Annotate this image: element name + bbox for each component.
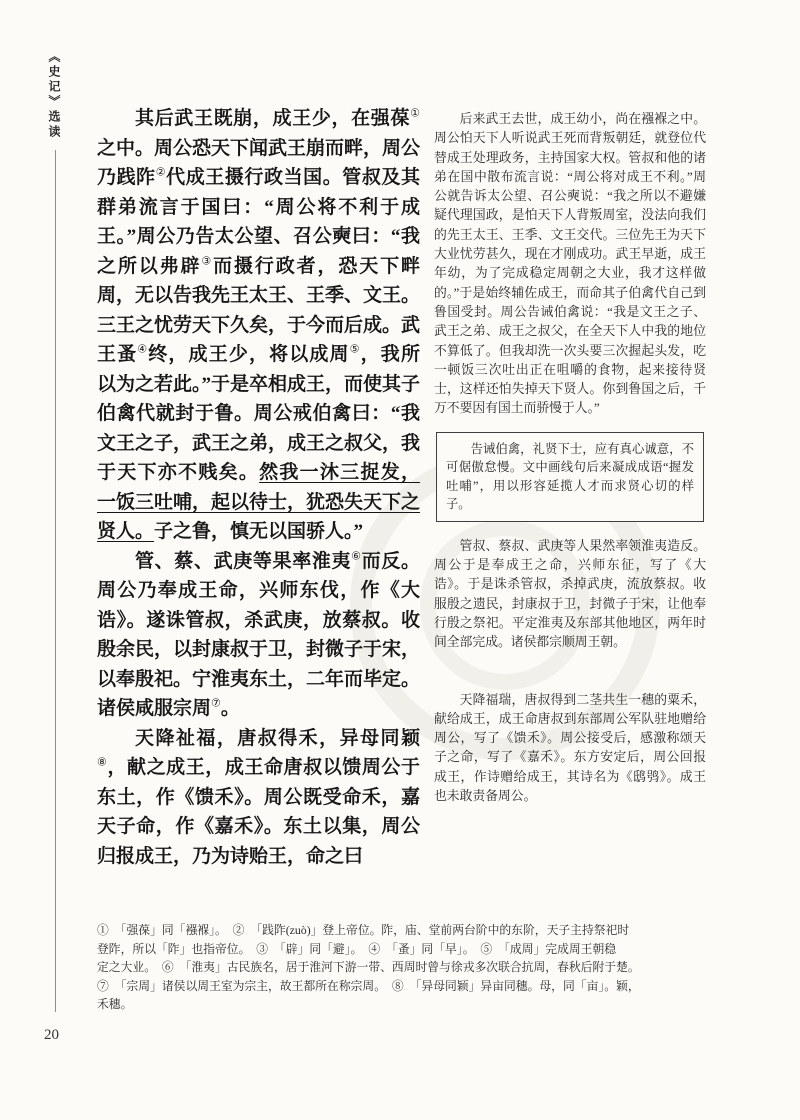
footnote-line: 登阼，所以「阼」也指帝位。 ③ 「辟」同「避」。 ④ 「蚤」同「早」。 ⑤ 「成周」完成周王朝稳 <box>97 941 617 956</box>
footnote-ref: ⑦ <box>211 697 221 710</box>
translation-paragraph-3: 天降福瑞，唐叔得到二茎共生一穗的粟禾，献给成王，成王命唐叔到东部周公军队驻地赠给周公，写了《馈禾》。周公接受后，感激称颂天子之命，写了《嘉禾》。东方安定后，周公回报成王，作诗赠给成王，其诗名为《鸱鸮》。成王也未敢责备周公。 <box>434 692 706 804</box>
underlined-phrase: 然我一沐三捉发，一饭三吐哺，起以待士，犹恐失天下之贤人。 <box>97 462 421 542</box>
original-paragraph-2: 管、蔡、武庚等果率淮夷⑥而反。周公乃奉成王命，兴师东伐，作《大诰》。遂诛管叔，杀武庚，放蔡叔。收殷余民，以封康叔于卫，封微子于宋，以奉殷祀。宁淮夷东土，二年而毕定。诸侯咸服宗周⑦。 <box>97 550 421 719</box>
footnote-ref: ④ <box>137 343 149 356</box>
translation-paragraph-1: 后来武王去世，成王幼小，尚在襁褓之中。周公怕天下人听说武王死而背叛朝廷，就登位代替成王处理政务，主持国家大权。管叔和他的诸弟在国中散布流言说：“周公将对成王不利。”周公就告诉太公望、召公奭说：“我之所以不避嫌疑代理国政，是怕天下人背叛周室，没法向我们的先王太王、王季、文王交代。三位先王为天下大业忧劳甚久，现在才刚成功。武王早逝，成王年幼，为了完成稳定周朝之大业，我才这样做的。”于是始终辅佐成王，而命其子伯禽代自己到鲁国受封。周公告诫伯禽说：“我是文王之子、武王之弟、成王之叔父，在全天下人中我的地位不算低了。但我却洗一次头要三次握起头发，吃一顿饭三次吐出正在咀嚼的食物，起来接待贤士，这样还怕失掉天下贤人。你到鲁国之后，千万不要因有国土而骄慢于人。” <box>434 112 706 416</box>
footnote-line: 定之大业。 ⑥ 「淮夷」古民族名，居于淮河下游一带、西周时曾与徐戎多次联合抗周，春秋后附于楚。 <box>97 960 640 975</box>
footnote-line: ① 「强葆」同「襁褓」。 ② 「践阼(zuò)」登上帝位。阼，庙、堂前两台阶中的东阶，天子主持祭祀时 <box>97 923 630 937</box>
translation-column <box>434 110 706 806</box>
footnote-ref: ② <box>155 166 167 179</box>
footnotes-section <box>97 921 709 1014</box>
commentary-text: 告诫伯禽，礼贤下士，应有真心诚意，不可倨傲怠慢。文中画线句后来凝成成语“握发吐哺”，用以形容延揽人才而求贤心切的样子。 <box>446 441 694 512</box>
sidebar-rule <box>55 150 56 1012</box>
footnote-line: 禾穗。 <box>97 997 133 1012</box>
footnote-ref: ① <box>410 107 420 120</box>
original-paragraph-3: 天降祉福，唐叔得禾，异母同颖⑧，献之成王，成王命唐叔以馈周公于东土，作《馈禾》。周公既受命禾，嘉天子命，作《嘉禾》。东土以集，周公归报成王，乃为诗贻王，命之曰 <box>97 727 420 867</box>
footnote-line: ⑦ 「宗周」诸侯以周王室为宗主，故王都所在称宗周。 ⑧ 「异母同颖」异亩同穗。母，同「亩」。颖， <box>97 978 640 993</box>
footnote-ref: ③ <box>201 255 214 268</box>
page-number: 20 <box>44 1027 59 1043</box>
footnote-ref: ⑥ <box>351 550 362 563</box>
sidebar-title: 《史记》选读 <box>47 50 61 140</box>
original-paragraph-1: 其后武王既崩，成王少，在强葆①之中。周公恐天下闻武王崩而畔，周公乃践阼②代成王摄行政当国。管叔及其群弟流言于国曰：“周公将不利于成王。”周公乃告太公望、召公奭曰：“我之所以弗辟③而摄行政者，恐天下畔周，无以告我先王太王、王季、文王。三王之忧劳天下久矣，于今而后成。武王蚤④终，成王少，将以成周⑤，我所以为之若此。”于是卒相成王，而使其子伯禽代就封于鲁。周公戒伯禽曰：“我文王之子，武王之弟，成王之叔父，我于天下亦不贱矣。然我一沐三捉发，一饭三吐哺，起以待士，犹恐失天下之贤人。子之鲁，慎无以国骄人。” <box>97 107 421 542</box>
footnote-ref: ⑧ <box>97 756 108 769</box>
footnote-ref: ⑤ <box>349 343 361 356</box>
commentary-box <box>436 432 704 522</box>
original-text-column <box>97 104 420 871</box>
translation-paragraph-2: 管叔、蔡叔、武庚等人果然率领淮夷造反。周公于是奉成王之命，兴师东征，写了《大诰》。于是诛杀管叔，杀掉武庚，流放蔡叔。收服殷之遗民，封康叔于卫，封微子于宋，让他奉行殷之祭祀。平定淮夷及东部其他地区，两年时间全部完成。诸侯都宗顺周王朝。 <box>434 538 706 650</box>
